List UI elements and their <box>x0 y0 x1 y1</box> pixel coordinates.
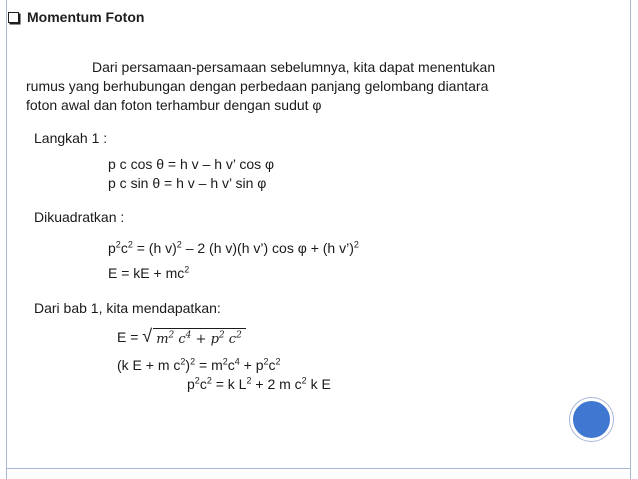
bab1-equation-2: (k E + m $c^2)^2 = m^2c^4 + p^2c^2$ <box>117 356 281 373</box>
step1-equation-2: p c sin θ = h v – h v’ sin φ <box>108 175 267 191</box>
decorative-circle <box>570 398 613 441</box>
intro-paragraph <box>26 58 586 115</box>
frame-right-line <box>630 0 631 479</box>
paragraph-line: foton awal dan foton terhambur dengan sudut φ <box>26 97 322 113</box>
slide-title-text: Momentum Foton <box>27 9 145 25</box>
frame-left-line <box>6 0 7 479</box>
squared-equation-2: E = kE + $mc^2$ <box>108 264 190 281</box>
squared-equation-1: $p^2c^2 = (h$ v)$^2$ – 2 (h v)(h v’) cos φ + (h v’)$^2$ <box>108 239 359 256</box>
bab1-label: Dari bab 1, kita mendapatkan: <box>34 300 221 316</box>
bab1-equation-3: $p^2c^2 = k$ $L^2 + 2$ m $c^2$ k E <box>187 375 331 392</box>
squared-label: Dikuadratkan : <box>34 209 125 225</box>
paragraph-line: Dari persamaan-persamaan sebelumnya, kita dapat menentukan <box>92 59 496 75</box>
slide-title <box>8 9 144 25</box>
paragraph-line: rumus yang berhubungan dengan perbedaan panjang gelombang diantara <box>26 78 489 94</box>
checkbox-bullet-icon <box>8 12 19 23</box>
energy-sqrt-equation: E = √ $m^2$ $c^4 + p^2$ $c^2$ <box>117 328 246 349</box>
frame-bottom-line <box>6 468 630 469</box>
step1-equation-1: p c cos θ = h v – h v’ cos φ <box>108 156 275 172</box>
step1-label: Langkah 1 : <box>34 130 108 146</box>
